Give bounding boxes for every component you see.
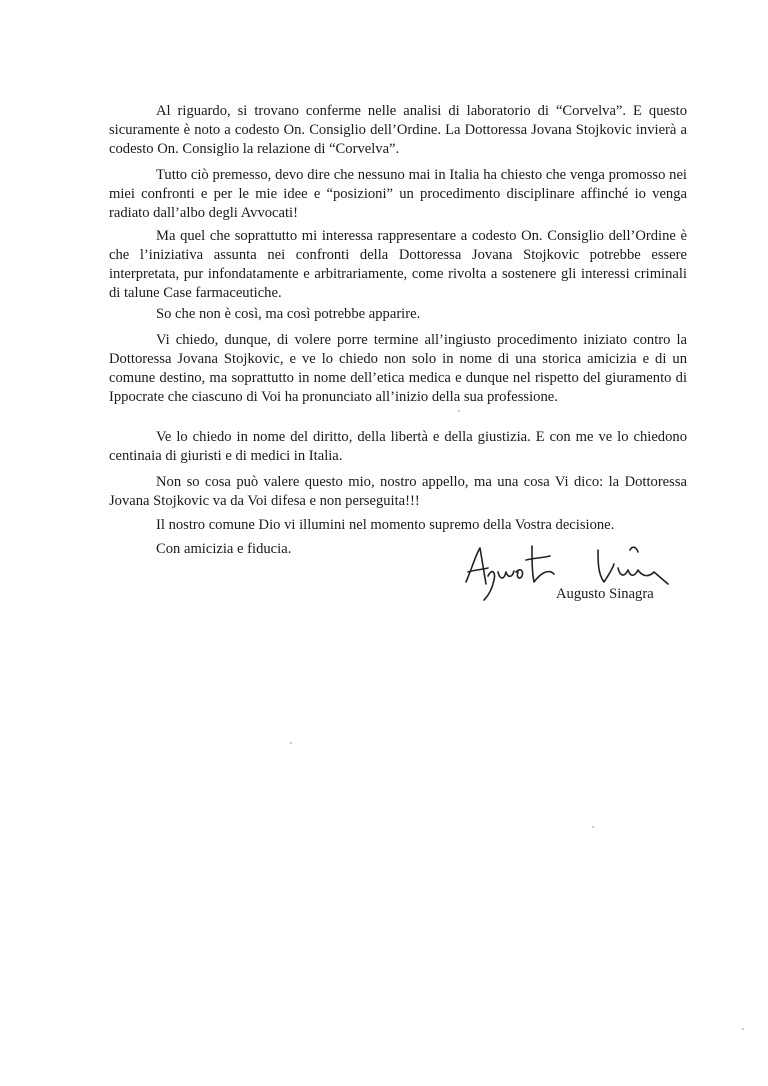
scan-speck (290, 742, 292, 744)
paragraph-appello: Non so cosa può valere questo mio, nostro appello, ma una cosa Vi dico: la Dottoressa Jovana Stojkovic va da Voi difesa e non perseguita!!! (109, 474, 687, 509)
paragraph-premessa: Tutto ciò premesso, devo dire che nessuno mai in Italia ha chiesto che venga promosso nei miei confronti e per le mie idee e “posizioni” un procedimento disciplinare affinché io venga radiato dall’albo degli Avvocati! (109, 167, 687, 221)
paragraph-diritto: Ve lo chiedo in nome del diritto, della libertà e della giustizia. E con me ve lo chiedono centinaia di giuristi e di medici in Italia. (109, 429, 687, 464)
signature-name: Augusto Sinagra (556, 586, 654, 602)
scan-speck (592, 826, 594, 828)
scan-speck (458, 410, 460, 412)
scan-speck (742, 1028, 744, 1030)
paragraph-consiglio: Ma quel che soprattutto mi interessa rappresentare a codesto On. Consiglio dell’Ordine è che l’iniziativa assunta nei confronti della Dottoressa Jovana Stojkovic potrebbe essere interpretata, pur infondatamente e arbitrariamente, come rivolta a sostenere gli interessi criminali di talune Case farmaceutiche. (109, 228, 687, 301)
closing-line: Con amicizia e fiducia. (156, 541, 292, 557)
paragraph-richiesta: Vi chiedo, dunque, di volere porre termine all’ingiusto procedimento iniziato contro la Dottoressa Jovana Stojkovic, e ve lo chiedo non solo in nome di una storica amicizia e di un comune destino, ma soprattutto in nome dell’etica medica e dunque nel rispetto del giuramento di Ippocrate che ciascuno di Voi ha pronunciato all’inizio della sua professione. (109, 332, 687, 405)
paragraph-apparire: So che non è così, ma così potrebbe apparire. (156, 306, 421, 322)
paragraph-dio: Il nostro comune Dio vi illumini nel momento supremo della Vostra decisione. (156, 517, 615, 533)
paragraph-corvelva: Al riguardo, si trovano conferme nelle analisi di laboratorio di “Corvelva”. E questo sicuramente è noto a codesto On. Consiglio dell’Ordine. La Dottoressa Jovana Stojkovic invierà a codesto On. Consiglio la relazione di “Corvelva”. (109, 103, 687, 157)
